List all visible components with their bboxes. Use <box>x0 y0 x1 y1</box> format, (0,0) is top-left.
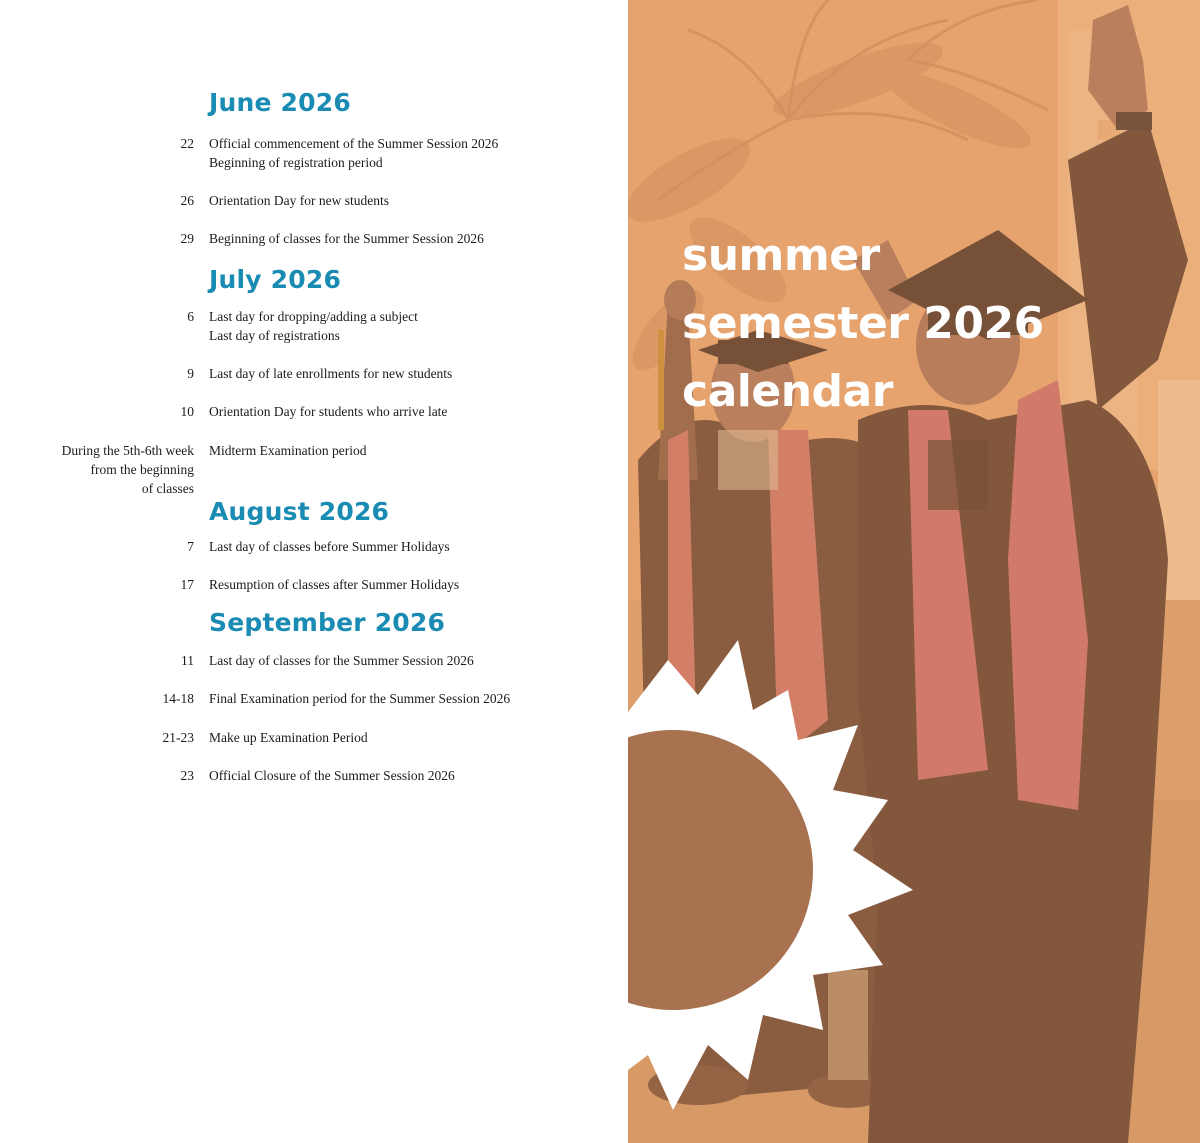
headline <box>682 222 1182 426</box>
entry-date: 22 <box>180 136 194 151</box>
entry-date: 9 <box>187 366 194 381</box>
entry-description: Last day of classes before Summer Holidays <box>209 539 450 554</box>
entry-description: Beginning of classes for the Summer Session 2026 <box>209 231 484 246</box>
entry-date: 11 <box>181 653 194 668</box>
month-title-august: August 2026 <box>209 497 390 526</box>
photo-panel <box>628 0 1200 1143</box>
headline-line-2: semester 2026 <box>682 298 1044 349</box>
entry-date: 7 <box>187 539 194 554</box>
headline-line-3: calendar <box>682 366 893 417</box>
entry-date: 14-18 <box>162 691 194 706</box>
month-title-september: September 2026 <box>209 608 446 637</box>
entry-description: Make up Examination Period <box>209 730 368 745</box>
month-title-june: June 2026 <box>209 88 351 117</box>
entry-description: Resumption of classes after Summer Holidays <box>209 577 460 592</box>
entry-description: Last day of classes for the Summer Session 2026 <box>209 653 474 668</box>
entry-date: During the 5th-6th week from the beginning of classes <box>61 443 194 496</box>
entry-description: Official commencement of the Summer Session 2026 Beginning of registration period <box>209 136 499 170</box>
headline-line-1: summer <box>682 230 880 281</box>
entry-date: 23 <box>180 768 194 783</box>
entry-description: Official Closure of the Summer Session 2026 <box>209 768 455 783</box>
entry-date: 10 <box>180 404 194 419</box>
entry-description: Final Examination period for the Summer Session 2026 <box>209 691 511 706</box>
entry-description: Orientation Day for students who arrive late <box>209 404 448 419</box>
entry-date: 17 <box>180 577 194 592</box>
month-title-july: July 2026 <box>209 265 342 294</box>
entry-date: 21-23 <box>162 730 194 745</box>
entry-date: 6 <box>187 309 194 324</box>
entry-date: 26 <box>180 193 194 208</box>
entry-description: Last day for dropping/adding a subject Last day of registrations <box>209 309 418 343</box>
sun-icon <box>628 0 1200 1143</box>
entry-description: Last day of late enrollments for new students <box>209 366 453 381</box>
entry-description: Midterm Examination period <box>209 443 367 458</box>
entry-description: Orientation Day for new students <box>209 193 389 208</box>
entry-date: 29 <box>180 231 194 246</box>
